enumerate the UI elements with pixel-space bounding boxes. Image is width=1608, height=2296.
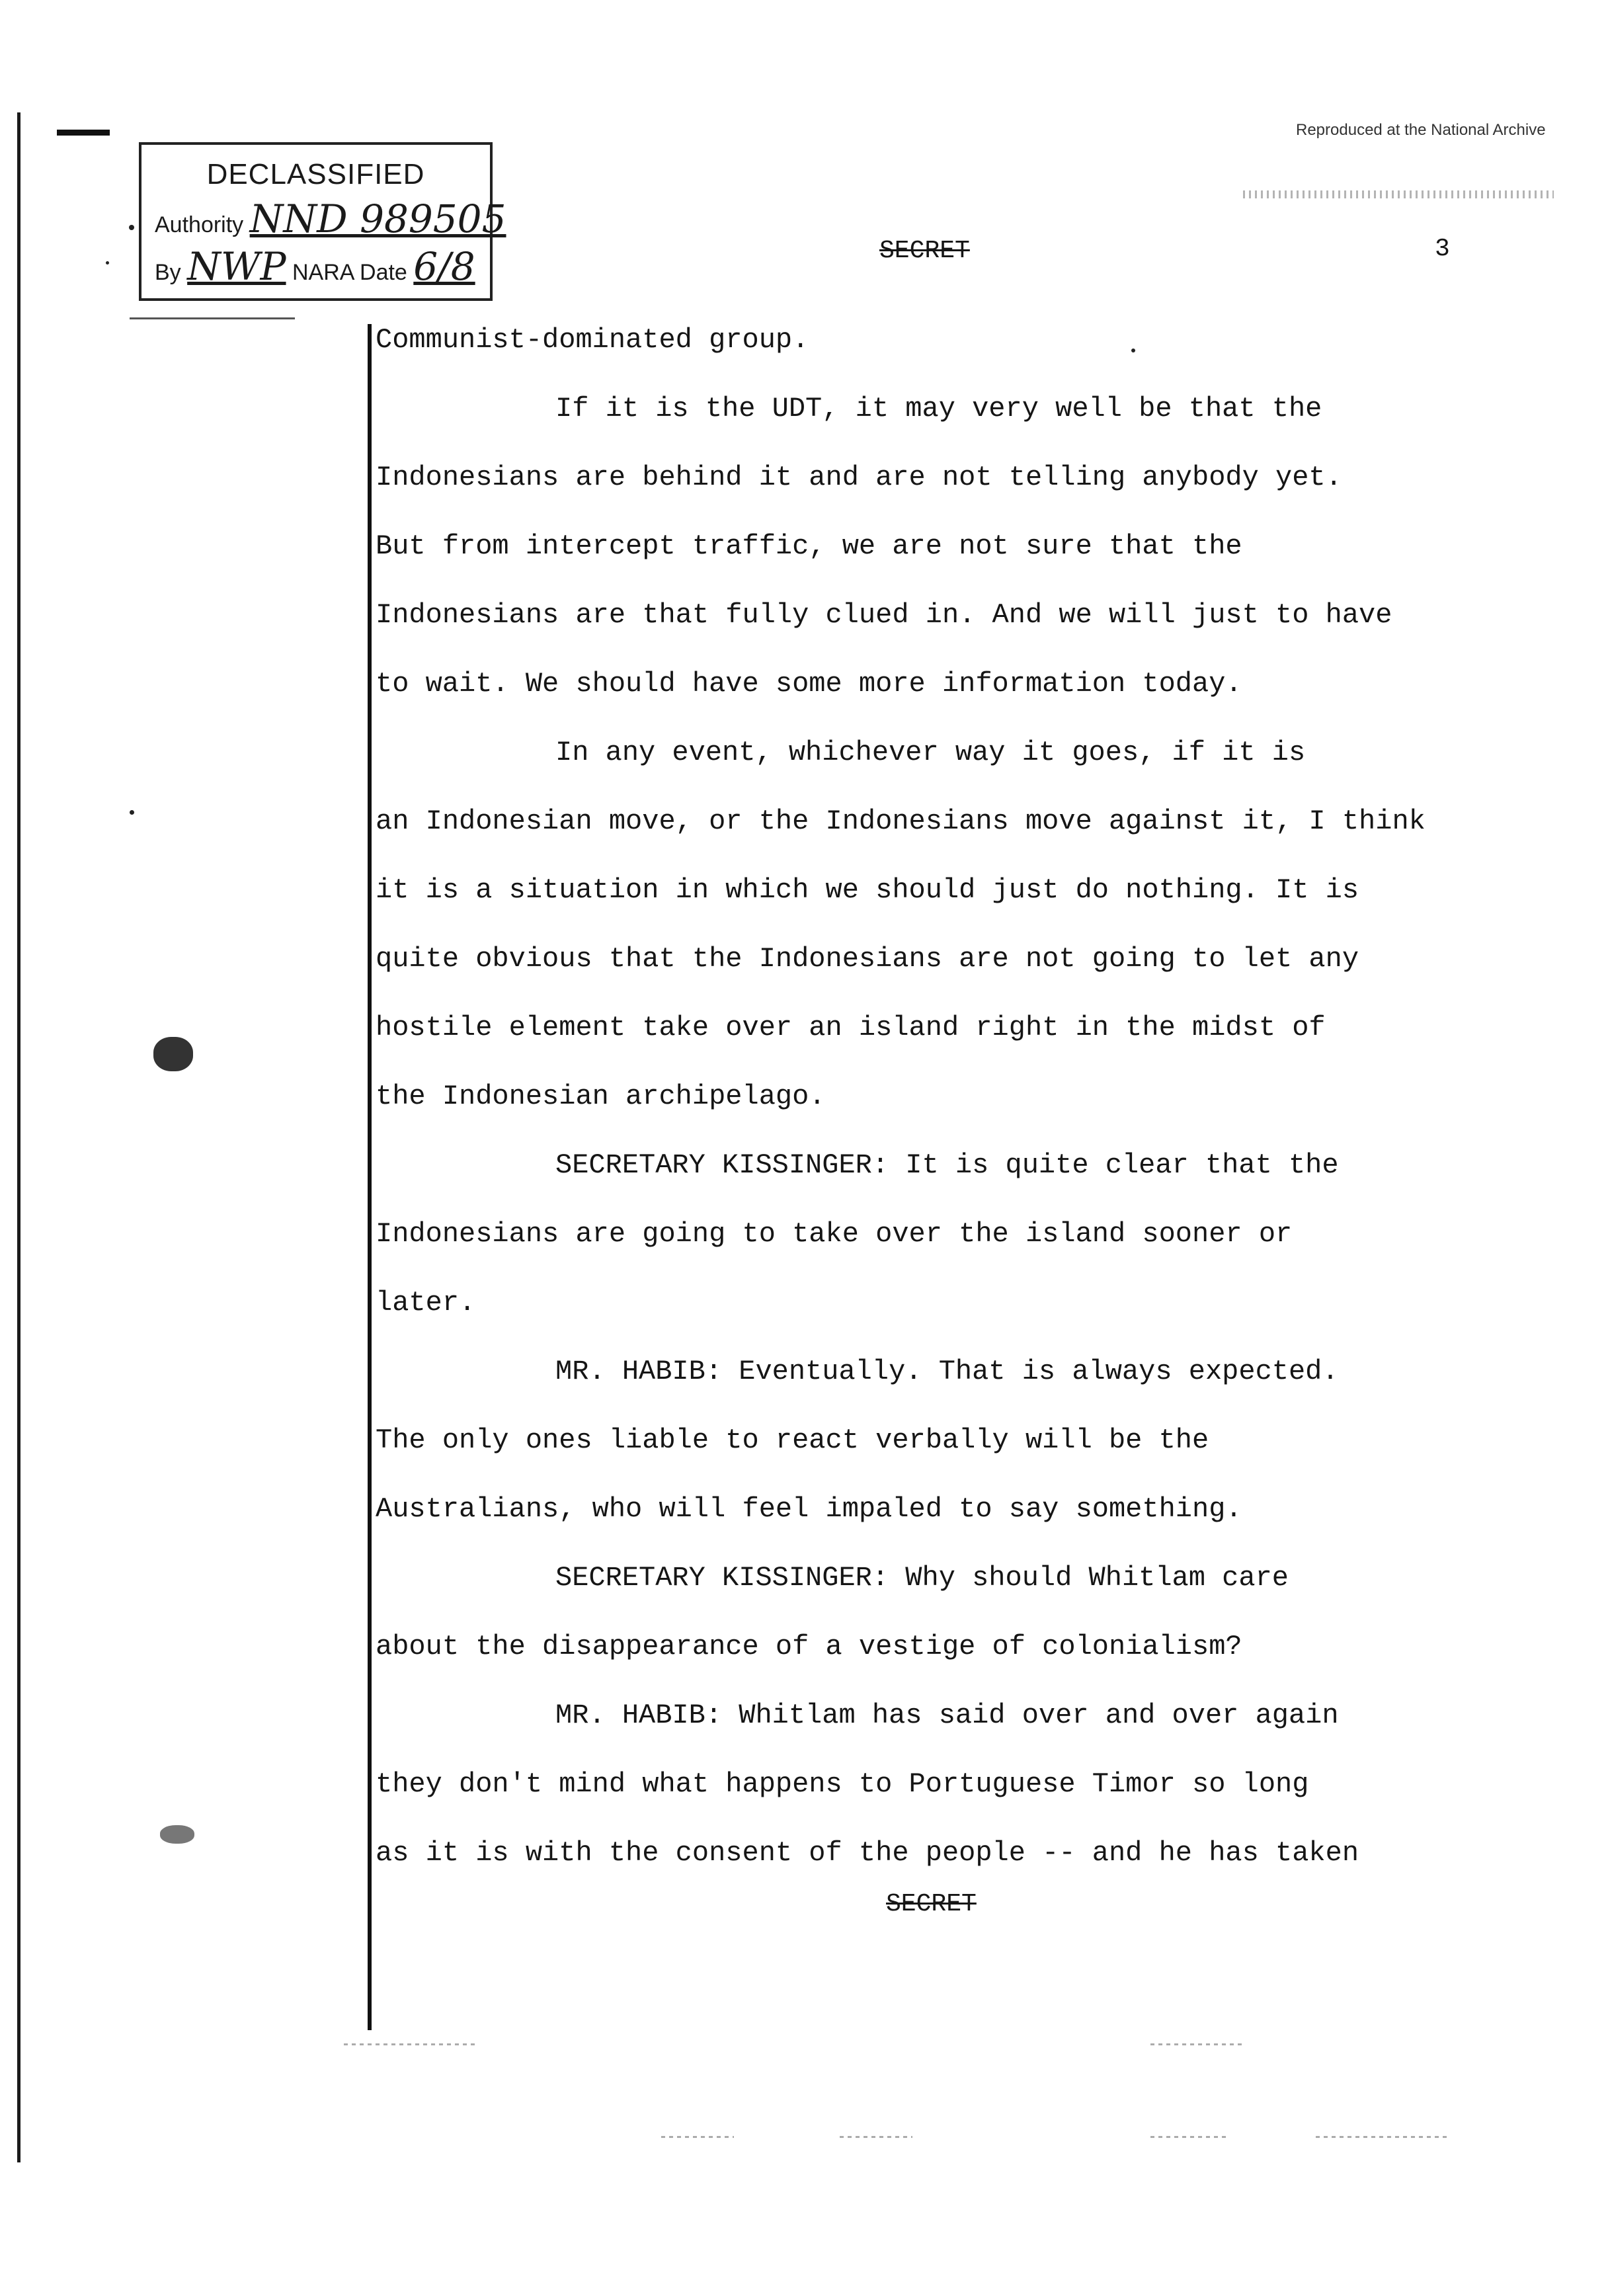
edge-tick-mark xyxy=(57,130,110,136)
body-line: an Indonesian move, or the Indonesians move against it, I think xyxy=(376,805,1426,837)
body-line: about the disappearance of a vestige of colonialism? xyxy=(376,1631,1242,1662)
stamp-authority-value: NND 989505 xyxy=(249,196,506,241)
body-line: hostile element take over an island right in the midst of xyxy=(376,1012,1326,1044)
scan-speck xyxy=(130,810,134,815)
stamp-title: DECLASSIFIED xyxy=(206,158,425,190)
transcript-body xyxy=(376,306,1566,1887)
body-line: In any event, whichever way it goes, if it is xyxy=(555,737,1306,768)
body-line: Communist-dominated group. xyxy=(376,324,809,356)
declassified-stamp xyxy=(139,142,506,301)
punch-hole-smudge xyxy=(160,1825,194,1844)
scan-speck xyxy=(106,261,109,265)
body-line: But from intercept traffic, we are not sure that the xyxy=(376,530,1242,562)
stamp-authority-row xyxy=(155,196,506,241)
body-line: as it is with the consent of the people -- and he has taken xyxy=(376,1837,1359,1869)
body-line: Indonesians are behind it and are not telling anybody yet. xyxy=(376,462,1342,493)
margin-rule xyxy=(368,324,372,2030)
scan-noise xyxy=(840,2136,912,2138)
scan-speck xyxy=(129,225,134,230)
punch-hole-smudge xyxy=(153,1037,193,1071)
scan-noise xyxy=(344,2043,476,2045)
scan-noise xyxy=(1150,2043,1243,2045)
stamp-nara-label: NARA Date xyxy=(292,260,407,285)
page-edge-line xyxy=(17,112,20,2162)
scan-noise xyxy=(1150,2136,1230,2138)
footer-classification: SECRET xyxy=(886,1890,977,1918)
body-line: it is a situation in which we should just do nothing. It is xyxy=(376,874,1359,906)
body-line: later. xyxy=(376,1287,476,1319)
scan-noise xyxy=(1316,2136,1448,2138)
body-line: quite obvious that the Indonesians are not going to let any xyxy=(376,943,1359,975)
body-line: SECRETARY KISSINGER: It is quite clear that the xyxy=(555,1149,1339,1181)
scan-noise xyxy=(1243,190,1554,198)
header-classification: SECRET xyxy=(879,237,970,265)
stamp-by-label: By xyxy=(155,260,181,285)
body-line: If it is the UDT, it may very well be that the xyxy=(555,393,1322,425)
scan-speck xyxy=(1131,348,1135,352)
page-number: 3 xyxy=(1435,235,1450,263)
scan-noise xyxy=(661,2136,734,2138)
body-line: MR. HABIB: Eventually. That is always expected. xyxy=(555,1356,1339,1387)
archive-note: Reproduced at the National Archive xyxy=(1296,121,1546,139)
body-line: they don't mind what happens to Portuguese Timor so long xyxy=(376,1768,1309,1800)
body-line: The only ones liable to react verbally will be the xyxy=(376,1424,1209,1456)
body-line: to wait. We should have some more information today. xyxy=(376,668,1242,700)
body-line: Indonesians are that fully clued in. And we will just to have xyxy=(376,599,1392,631)
stamp-by-row xyxy=(155,244,475,289)
stamp-authority-label: Authority xyxy=(155,212,244,237)
stamp-date-value: 6/8 xyxy=(413,244,475,289)
stamp-by-value: NWP xyxy=(187,244,286,289)
body-line: SECRETARY KISSINGER: Why should Whitlam care xyxy=(555,1562,1289,1594)
body-line: the Indonesian archipelago. xyxy=(376,1081,826,1112)
body-line: Indonesians are going to take over the island sooner or xyxy=(376,1218,1293,1250)
body-line: MR. HABIB: Whitlam has said over and over again xyxy=(555,1700,1339,1731)
body-line: Australians, who will feel impaled to say something. xyxy=(376,1493,1242,1525)
top-rule xyxy=(130,317,295,319)
